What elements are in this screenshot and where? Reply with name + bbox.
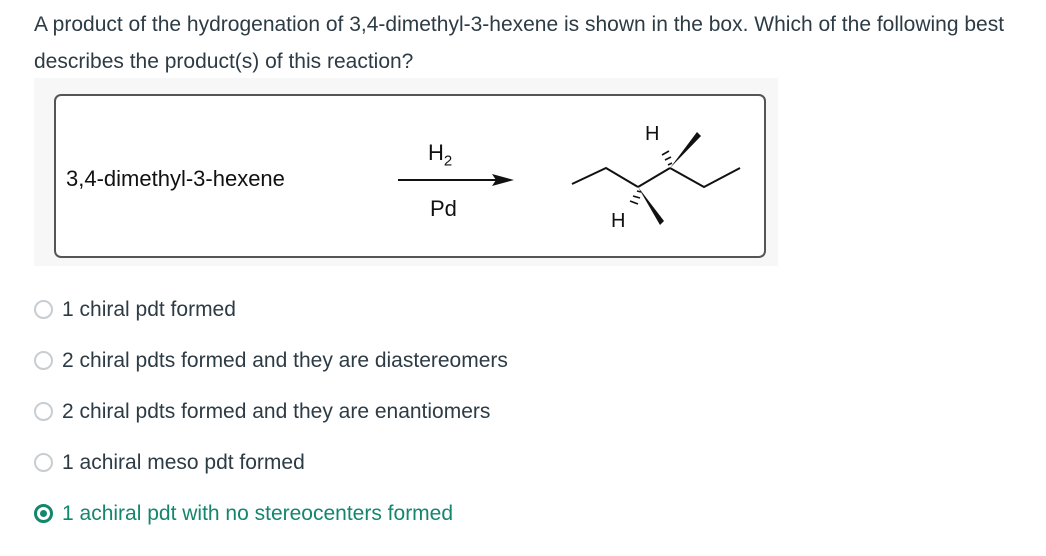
radio-button[interactable] (34, 453, 53, 472)
option-1[interactable] (34, 284, 508, 335)
radio-button[interactable] (34, 351, 53, 370)
option-label: 1 achiral pdt with no stereocenters formed (62, 501, 454, 525)
radio-button-selected[interactable] (34, 504, 53, 523)
option-3[interactable] (34, 386, 508, 437)
question-text: A product of the hydrogenation of 3,4-dimethyl-3-hexene is shown in the box. Which of the following best describes the product(s) of this reaction? (34, 13, 1005, 73)
option-label: 1 achiral meso pdt formed (62, 450, 305, 474)
reagent-catalyst: Pd (430, 196, 457, 221)
wedge-bond-top (670, 132, 701, 168)
option-5[interactable] (34, 488, 508, 539)
hashed-bond-bottom (630, 191, 641, 204)
reaction-arrow (398, 174, 514, 186)
option-4[interactable] (34, 437, 508, 488)
product-structure (572, 168, 740, 187)
wedge-bond-bottom (638, 187, 664, 225)
option-label: 1 chiral pdt formed (62, 297, 236, 321)
option-2[interactable] (34, 335, 508, 386)
radio-button[interactable] (34, 300, 53, 319)
option-label: 2 chiral pdts formed and they are diastereomers (62, 348, 508, 372)
answer-options (34, 284, 508, 539)
radio-button[interactable] (34, 402, 53, 421)
option-label: 2 chiral pdts formed and they are enantiomers (62, 399, 491, 423)
hashed-bond-top (662, 151, 672, 165)
product-h-bottom: H (611, 210, 626, 232)
product-h-top: H (645, 123, 660, 145)
reactant-name: 3,4-dimethyl-3-hexene (66, 166, 285, 191)
reagent-hydrogen: $H_2$ (428, 140, 453, 170)
